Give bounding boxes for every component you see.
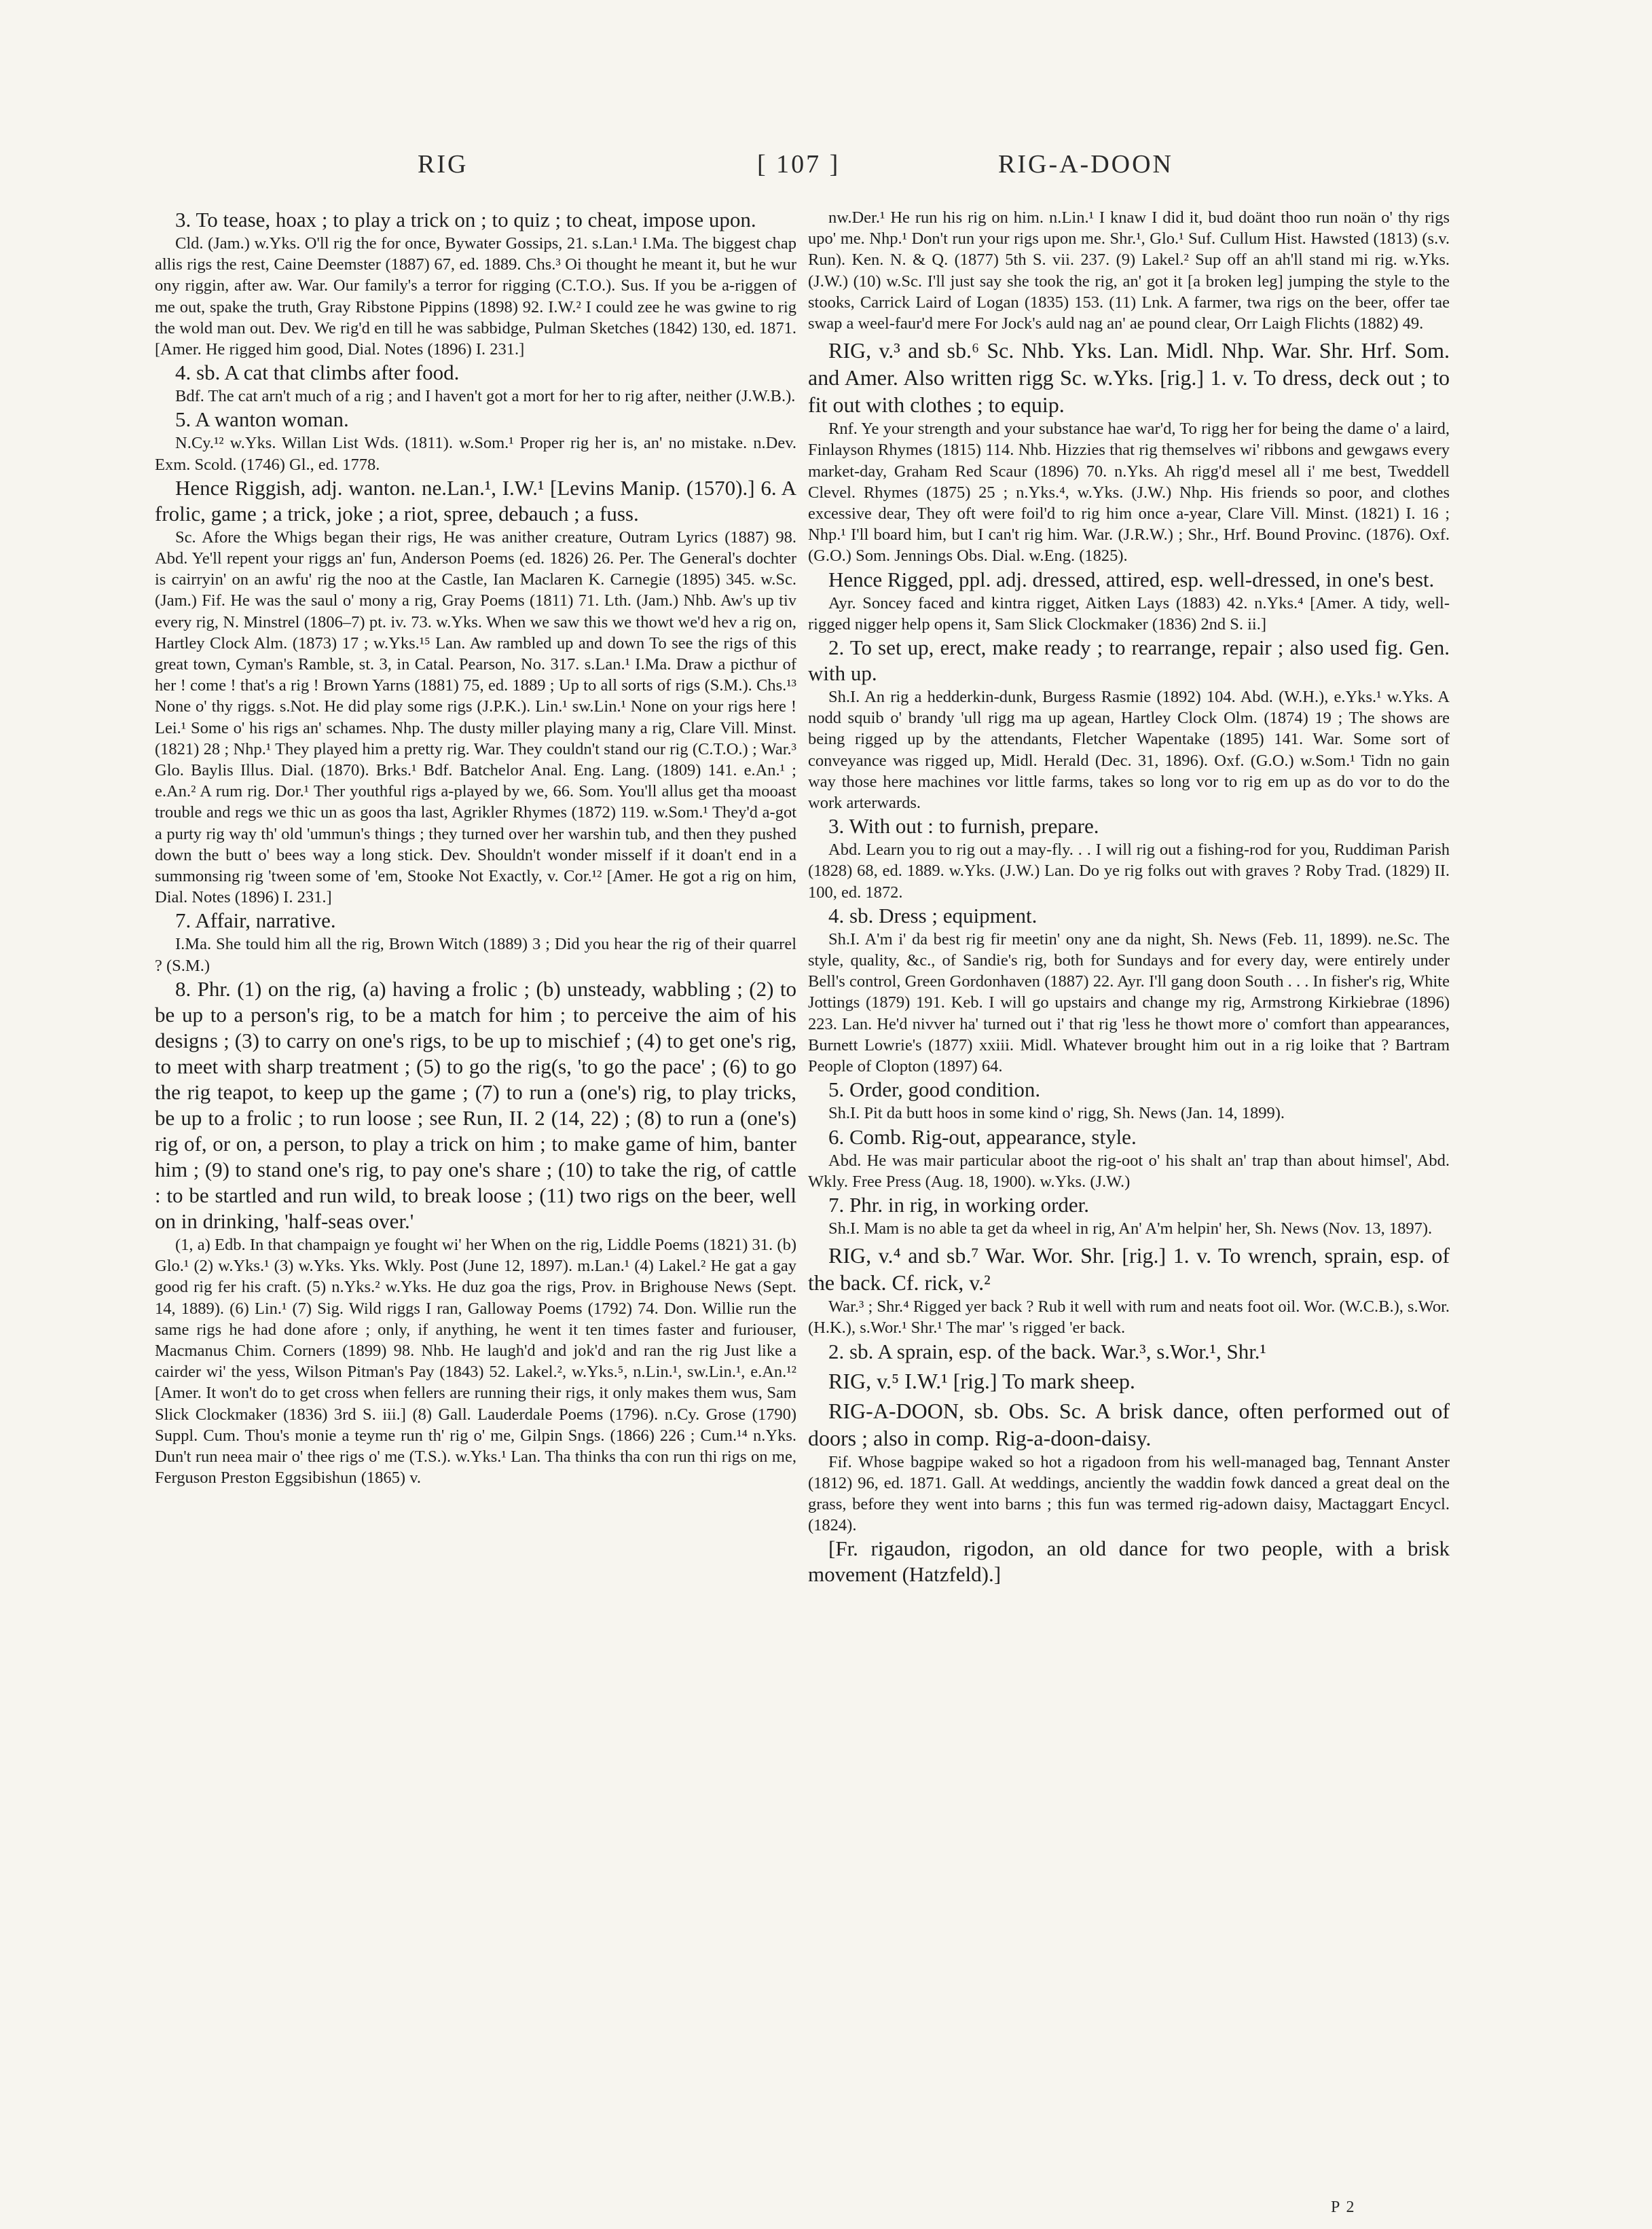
right-column	[808, 207, 1450, 2156]
page-number: [ 107 ]	[757, 150, 841, 179]
sense-definition: [Fr. rigaudon, rigodon, an old dance for two people, with a brisk movement (Hatzfeld).]	[808, 1536, 1450, 1587]
running-head-right: RIG-A-DOON	[998, 150, 1173, 179]
citation-block: (1, a) Edb. In that champaign ye fought wi' her When on the rig, Liddle Poems (1821) 31. (b) Glo.¹ (2) w.Yks.¹ (3) w.Yks. Yks. Wkly. Post (June 12, 1897). m.Lan.¹ (4) Lakel.² He gat a gay good rig fer his craft. (5) n.Yks.² w.Yks. He duz goa the rigs, Prov. in Brighouse News (Sept. 14, 1889). (6) Lin.¹ (7) Sig. Wild riggs I ran, Galloway Poems (1792) 74. Don. Willie run the same rigs he had done afore ; only, if anything, he went it ten times faster and furiouser, Macmanus Chim. Corners (1899) 98. Nhb. He laugh'd and jok'd and ran the rig Just like a cairder wi' the yess, Wilson Pitman's Pay (1843) 52. Lakel.², w.Yks.⁵, n.Lin.¹, sw.Lin.¹, e.An.¹² [Amer. It won't do to get cross when fellers are running their rigs, it only makes them wus, Sam Slick Clockmaker (1836) 3rd S. iii.] (8) Gall. Lauderdale Poems (1796). n.Cy. Grose (1790) Suppl. Cum. Thou's monie a teyme run th' rig o' me, Gilpin Sngs. (1866) 226 ; Cum.¹⁴ n.Yks. Dun't run neea mair o' thee rigs o' me (T.S.). w.Yks.¹ Lan. Tha thinks tha con run thi rigs on me, Ferguson Preston Eggsibishun (1865) v.	[155, 1235, 796, 1488]
citation-block: Sh.I. Pit da butt hoos in some kind o' rigg, Sh. News (Jan. 14, 1899).	[828, 1104, 1285, 1123]
sense-definition: 3. With out : to furnish, prepare.	[828, 814, 1099, 839]
sense-definition: Hence Rigged, ppl. adj. dressed, attired, esp. well-dressed, in one's best.	[828, 567, 1435, 591]
sense-definition: 7. Affair, narrative.	[175, 908, 336, 933]
citation-block: Sh.I. An rig a hedderkin-dunk, Burgess Rasmie (1892) 104. Abd. (W.H.), e.Yks.¹ w.Yks. A nodd squib o' brandy 'ull rigg ma up agean, Hartley Clock Olm. (1874) 19 ; The shows are being rigged up by the attendants, Fletcher Wapentake (1895) 141. War. Some sort of conveyance was rigged up, Midl. Herald (Dec. 31, 1896). Oxf. (G.O.) w.Som.¹ Tidn no gain way those here machines vor little farms, takes so long vor to rig em up as do vor to do the work arterwards.	[808, 688, 1450, 813]
citation-block: Abd. He was mair particular aboot the rig-oot o' his shalt an' trap than about himsel', Abd. Wkly. Free Press (Aug. 18, 1900). w.Yks. (J.W.)	[808, 1151, 1450, 1191]
running-head	[160, 149, 1490, 190]
sense-definition: 4. sb. A cat that climbs after food.	[175, 361, 460, 385]
citation-block: Bdf. The cat arn't much of a rig ; and I haven't got a mort for her to rig after, neither (J.W.B.).	[175, 387, 796, 406]
citation-block: Abd. Learn you to rig out a may-fly. . . I will rig out a fishing-rod for you, Ruddiman Parish (1828) 68, ed. 1889. w.Yks. (J.W.) Lan. Do ye rig folks out with graves ? Roby Trad. (1829) II. 100, ed. 1872.	[808, 841, 1450, 902]
citation-block: Sh.I. Mam is no able ta get da wheel in rig, An' A'm helpin' her, Sh. News (Nov. 13, 1897).	[828, 1219, 1433, 1238]
sense-definition: 3. To tease, hoax ; to play a trick on ; to quiz ; to cheat, impose upon.	[175, 208, 756, 232]
entry-headword: RIG-A-DOON, sb. Obs. Sc. A brisk dance, often performed out of doors ; also in comp. Rig-a-doon-daisy.	[808, 1398, 1450, 1450]
sense-definition: 4. sb. Dress ; equipment.	[828, 903, 1038, 927]
sense-definition: 8. Phr. (1) on the rig, (a) having a frolic ; (b) unsteady, wabbling ; (2) to be up to a person's rig, to be a match for him ; to perceive the aim of his designs ; (3) to carry on one's rigs, to be up to mischief ; (4) to get one's rig, to meet with sharp treatment ; (5) to go the rig(s, 'to go the pace' ; (6) to go the rig teapot, to keep up the game ; (7) to run a (one's) rig, to play tricks, be up to a frolic ; to run loose ; see Run, II. 2 (14, 22) ; (8) to run a (one's) rig of, or on, a person, to play a trick on him ; to make game of him, banter him ; (9) to stand one's rig, to pay one's share ; (10) to take the rig, of cattle : to be startled and run wild, to break loose ; (11) two rigs on the beer, well on in drinking, 'half-seas over.'	[155, 976, 796, 1233]
sense-definition: 7. Phr. in rig, in working order.	[828, 1192, 1090, 1217]
entry-headword: RIG, v.⁵ I.W.¹ [rig.] To mark sheep.	[828, 1368, 1135, 1393]
citation-block: I.Ma. She tould him all the rig, Brown Witch (1889) 3 ; Did you hear the rig of their quarrel ? (S.M.)	[155, 935, 796, 975]
sense-definition: 6. Comb. Rig-out, appearance, style.	[828, 1124, 1137, 1149]
entry-headword: RIG, v.⁴ and sb.⁷ War. Wor. Shr. [rig.] 1. v. To wrench, sprain, esp. of the back. Cf. rick, v.²	[808, 1243, 1450, 1295]
sense-definition: Hence Riggish, adj. wanton. ne.Lan.¹, I.W.¹ [Levins Manip. (1570).] 6. A frolic, game ; a trick, joke ; a riot, spree, debauch ; a fuss.	[155, 475, 796, 526]
sense-definition: 2. To set up, erect, make ready ; to rearrange, repair ; also used fig. Gen. with up.	[808, 635, 1450, 686]
citation-block: Cld. (Jam.) w.Yks. O'll rig the for once, Bywater Gossips, 21. s.Lan.¹ I.Ma. The biggest chap allis rigs the rest, Caine Deemster (1887) 67, ed. 1889. Chs.³ Oi thought he meant it, but he wur ony riggin, after aw. War. Our family's a terror for rigging (C.T.O.). Sus. If you be a-riggen of me out, spake the truth, Gray Ribstone Pippins (1898) 92. I.W.² I could zee he was gwine to rig the wold man out. Dev. We rig'd en till he was sabbidge, Pulman Sketches (1842) 130, ed. 1871. [Amer. He rigged him good, Dial. Notes (1896) I. 231.]	[155, 234, 796, 359]
signature-mark: P 2	[1331, 2198, 1356, 2216]
citation-block: N.Cy.¹² w.Yks. Willan List Wds. (1811). w.Som.¹ Proper rig her is, an' no mistake. n.Dev. Exm. Scold. (1746) Gl., ed. 1778.	[155, 434, 796, 474]
left-column	[155, 207, 796, 2156]
sense-definition: 2. sb. A sprain, esp. of the back. War.³, s.Wor.¹, Shr.¹	[828, 1339, 1266, 1363]
entry-headword: RIG, v.³ and sb.⁶ Sc. Nhb. Yks. Lan. Midl. Nhp. War. Shr. Hrf. Som. and Amer. Also written rigg Sc. w.Yks. [rig.] 1. v. To dress, deck out ; to fit out with clothes ; to equip.	[808, 338, 1450, 418]
citation-block: Rnf. Ye your strength and your substance hae war'd, To rigg her for being the dame o' a laird, Finlayson Rhymes (1815) 114. Nhb. Hizzies that rig themselves wi' ribbons and gewgaws every market-day, Graham Red Scaur (1896) 70. n.Yks. Ah rigg'd mesel all i' me best, Tweddell Clevel. Rhymes (1875) 25 ; n.Yks.⁴, w.Yks. (J.W.) Nhp. His friends so poor, and clothes excessive dear, They oft were foil'd to rig him once a-year, Clare Vill. Minst. (1821) I. 16 ; Nhp.¹ I'll board him, but I can't rig him. War. (J.R.W.) ; Shr., Hrf. Bound Provinc. (1876). Oxf. (G.O.) Som. Jennings Obs. Dial. w.Eng. (1825).	[808, 420, 1450, 566]
citation-block: Ayr. Soncey faced and kintra rigget, Aitken Lays (1883) 42. n.Yks.⁴ [Amer. A tidy, well-rigged nigger help opens it, Sam Slick Clockmaker (1836) 2nd S. ii.]	[808, 593, 1450, 633]
citation-block: Fif. Whose bagpipe waked so hot a rigadoon from his well-managed bag, Tennant Anster (1812) 96, ed. 1871. Gall. At weddings, anciently the waddin fowk danced a great deal on the grass, before they went into barns ; this fun was termed rig-adown daisy, Mactaggart Encycl. (1824).	[808, 1452, 1450, 1535]
sense-definition: 5. Order, good condition.	[828, 1077, 1041, 1102]
citation-block: nw.Der.¹ He run his rig on him. n.Lin.¹ I knaw I did it, bud doänt thoo run noän o' thy rigs upo' me. Nhp.¹ Don't run your rigs upon me. Shr.¹, Glo.¹ Suf. Cullum Hist. Hawsted (1813) (s.v. Run). Ken. N. & Q. (1877) 5th S. vii. 237. (9) Lakel.² Sup off an ah'll stand mi rig. w.Yks. (J.W.) (10) w.Sc. I'll just say she took the rig, an' got it [a broken leg] jumping the style to the stooks, Carrick Laird of Logan (1835) 153. (11) Lnk. A farmer, twa rigs on the beer, offer tae swap a weel-faur'd mere For Jock's auld nag an' ae pound clear, Orr Laigh Flichts (1882) 49.	[808, 208, 1450, 333]
running-head-left: RIG	[418, 150, 469, 179]
sense-definition: 5. A wanton woman.	[175, 407, 349, 432]
citation-block: War.³ ; Shr.⁴ Rigged yer back ? Rub it well with rum and neats foot oil. Wor. (W.C.B.), s.Wor. (H.K.), s.Wor.¹ Shr.¹ The mar' 's rigged 'er back.	[808, 1297, 1450, 1338]
citation-block: Sh.I. A'm i' da best rig fir meetin' ony ane da night, Sh. News (Feb. 11, 1899). ne.Sc. The style, quality, &c., of Sandie's rig, both for Sundays and for every day, were entirely under Bell's control, Green Gordonhaven (1887) 22. Ayr. I'll gang doon South . . . In fisher's rig, White Jottings (1879) 191. Keb. I will go upstairs and change my rig, Armstrong Kirkiebrae (1896) 223. Lan. He'd nivver ha' turned out i' that rig 'less he thowt more o' comfort than appearances, Burnett Lowrie's (1877) xxiii. Midl. Whatever brought him out in a rig loike that ? Bartram People of Clopton (1897) 64.	[808, 929, 1450, 1076]
citation-block: Sc. Afore the Whigs began their rigs, He was anither creature, Outram Lyrics (1887) 98. Abd. Ye'll repent your riggs an' fun, Anderson Poems (ed. 1826) 26. Per. The General's dochter is cairryin' on an awfu' rig the noo at the Castle, Ian Maclaren K. Carnegie (1895) 345. w.Sc. (Jam.) Fif. He was the saul o' mony a rig, Gray Poems (1811) 71. Lth. (Jam.) Nhb. Aw's up tiv every rig, N. Minstrel (1806–7) pt. iv. 73. w.Yks. When we saw this we thowt we'd hev a rig on, Hartley Clock Alm. (1873) 17 ; w.Yks.¹⁵ Lan. Aw rambled up and down To see the rigs of this great town, Cyman's Ramble, st. 3, in Catal. Pearson, No. 317. s.Lan.¹ I.Ma. Draw a picthur of her ! come ! that's a rig ! Brown Yarns (1881) 75, ed. 1889 ; Up to all sorts of rigs (S.M.). Chs.¹³ None o' thy riggs. s.Not. He did play some rigs (J.P.K.). Lin.¹ sw.Lin.¹ None on your rigs here ! Lei.¹ Some o' his rigs an' schames. Nhp. The dusty miller playing many a rig, Clare Vill. Minst. (1821) 28 ; Nhp.¹ They played him a pretty rig. War. They couldn't stand our rig (C.T.O.) ; War.³ Glo. Baylis Illus. Dial. (1870). Brks.¹ Bdf. Batchelor Anal. Eng. Lang. (1809) 141. e.An.¹ ; e.An.² A rum rig. Dor.¹ Ther youthful rigs a-played by we, 66. Som. You'll allus get tha mooast trouble and regs we thic un as goos tha last, Agrikler Rhymes (1872) 119. w.Som.¹ They'd a-got a purty rig way th' old 'ummun's things ; they turned over her warshin tub, and then they pushed down the butt o' bees way a long stick. Dev. Shouldn't wonder misself if it doan't end in a summonsing rig 'tween some of 'em, Stooke Not Exactly, v. Cor.¹² [Amer. He got a rig on him, Dial. Notes (1896) I. 231.]	[155, 528, 796, 907]
